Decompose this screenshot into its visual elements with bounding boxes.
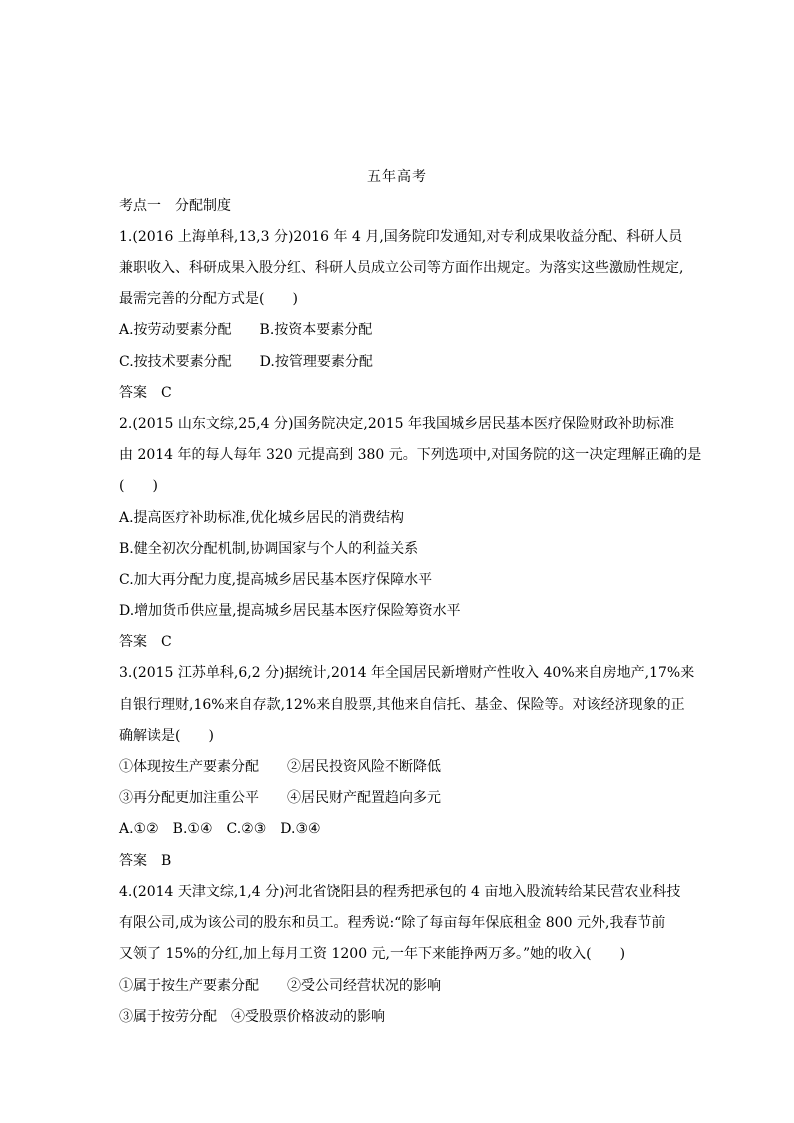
q3-answer: 答案 B xyxy=(119,853,172,869)
q2-stem-line-1: 2.(2015 山东文综,25,4 分)国务院决定,2015 年我国城乡居民基本医疗保险财政补助标准 xyxy=(119,416,674,432)
q4-stem-line-2: 有限公司,成为该公司的股东和员工。程秀说:“除了每亩每年保底租金 800 元外,我春节前 xyxy=(119,915,666,931)
q2-option-c: C.加大再分配力度,提高城乡居民基本医疗保障水平 xyxy=(119,572,433,588)
q2-option-d: D.增加货币供应量,提高城乡居民基本医疗保险筹资水平 xyxy=(119,603,461,619)
q1-answer: 答案 C xyxy=(119,385,172,401)
q1-stem-line-2: 兼职收入、科研成果入股分红、科研人员成立公司等方面作出规定。为落实这些激励性规定, xyxy=(119,260,684,276)
q2-stem-line-3: ( ) xyxy=(119,478,158,494)
q4-stem-line-1: 4.(2014 天津文综,1,4 分)河北省饶阳县的程秀把承包的 4 亩地入股流转给某民营农业科技 xyxy=(119,884,681,900)
q3-stem-line-2: 自银行理财,16%来自存款,12%来自股票,其他来自信托、基金、保险等。对该经济现象的正 xyxy=(119,697,685,713)
q4-statements-34: ③属于按劳分配 ④受股票价格波动的影响 xyxy=(119,1009,385,1025)
q4-statements-12: ①属于按生产要素分配 ②受公司经营状况的影响 xyxy=(119,978,441,994)
q2-answer: 答案 C xyxy=(119,634,172,650)
q3-options: A.①② B.①④ C.②③ D.③④ xyxy=(119,821,321,837)
q1-options-ab: A.按劳动要素分配 B.按资本要素分配 xyxy=(119,322,373,338)
q3-statements-34: ③再分配更加注重公平 ④居民财产配置趋向多元 xyxy=(119,790,441,806)
q2-option-b: B.健全初次分配机制,协调国家与个人的利益关系 xyxy=(119,541,419,557)
page-title: 五年高考 xyxy=(367,169,427,185)
q3-stem-line-3: 确解读是( ) xyxy=(119,728,214,744)
q4-stem-line-3: 又领了 15%的分红,加上每月工资 1200 元,一年下来能挣两万多。”她的收入( ) xyxy=(119,946,626,962)
q2-stem-line-2: 由 2014 年的每人每年 320 元提高到 380 元。下列选项中,对国务院的这一决定理解正确的是 xyxy=(119,447,702,463)
q1-stem-line-3: 最需完善的分配方式是( ) xyxy=(119,291,298,307)
q3-stem-line-1: 3.(2015 江苏单科,6,2 分)据统计,2014 年全国居民新增财产性收入 40%来自房地产,17%来 xyxy=(119,665,695,681)
q3-statements-12: ①体现按生产要素分配 ②居民投资风险不断降低 xyxy=(119,759,441,775)
q2-option-a: A.提高医疗补助标准,优化城乡居民的消费结构 xyxy=(119,510,405,526)
section-heading: 考点一 分配制度 xyxy=(119,198,231,214)
q1-options-cd: C.按技术要素分配 D.按管理要素分配 xyxy=(119,354,373,370)
q1-stem-line-1: 1.(2016 上海单科,13,3 分)2016 年 4 月,国务院印发通知,对专利成果收益分配、科研人员 xyxy=(119,229,683,245)
